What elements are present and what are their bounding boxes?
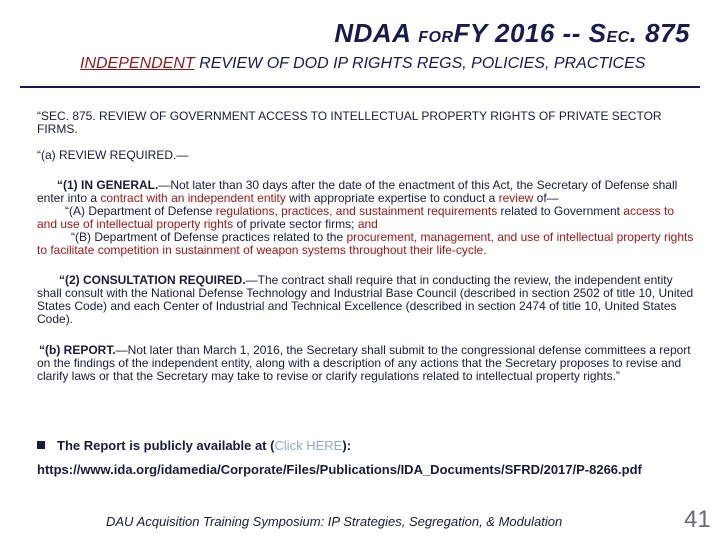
paragraph-1-red-a: contract with an independent entity [100, 191, 286, 205]
paragraph-A [37, 205, 697, 231]
paragraph-2-text: —The contract shall require that in conducting the review, the independent entity shall consult with the National Defense Technology and Industrial Base Council (described in section 2502 of title 10, United States Code) and each Center of Industrial and Technical Excellence (described in section 2474 of title 10, United States Code). [37, 273, 694, 326]
paragraph-1-text-c: of— [533, 191, 559, 205]
paragraph-B [37, 231, 697, 257]
subsection-b-lead: “(b) REPORT. [39, 343, 116, 357]
paragraph-1-lead: “(1) IN GENERAL. [57, 178, 159, 192]
paragraph-B-text-a: “(B) Department of Defense practices related to the [71, 230, 347, 244]
paragraph-1-text-a: —Not later than 30 days after the date of the enactment of this Act, the Secretary of Defense shall enter into a [37, 178, 678, 205]
title-part3: . 875 [629, 18, 690, 48]
subtitle-rest: REVIEW OF DOD IP RIGHTS REGS, POLICIES, PRACTICES [194, 55, 646, 72]
paragraph-A-text-a: “(A) Department of Defense [65, 204, 216, 218]
title-part1: NDAA [334, 18, 419, 48]
paragraph-A-text-c: of private sector firms; [233, 217, 358, 231]
slide-subtitle [80, 55, 645, 73]
page-number: 41 [684, 506, 711, 533]
bullet-square-icon [37, 441, 45, 449]
title-part2: FY 2016 -- S [453, 18, 607, 48]
subsection-b-text: —Not later than March 1, 2016, the Secretary shall submit to the congressional defense committees a report on the findings of the independent entity, along with a description of any actions that the Secretary proposes to revise and clarify laws or that the Secretary may take to revise or clarify regulations related to intellectual property rights.” [37, 343, 691, 383]
paragraph-B-red: procurement, management, and use of intellectual property rights to facilitate competition in sustainment of weapon systems throughout their life-cycle [37, 230, 694, 257]
paragraph-2-lead: “(2) CONSULTATION REQUIRED. [59, 273, 246, 287]
paragraph-1-text-b: with appropriate expertise to conduct a [285, 191, 499, 205]
subsection-b [37, 344, 697, 383]
paragraph-A-red-a: regulations, practices, and sustainment requirements [215, 204, 498, 218]
statute-text [37, 110, 697, 383]
bullet-text: The Report is publicly available at ( [57, 438, 275, 453]
footer-text: DAU Acquisition Training Symposium: IP Strategies, Segregation, & Modulation [106, 514, 563, 529]
report-url[interactable]: https://www.ida.org/idamedia/Corporate/Files/Publications/IDA_Documents/SFRD/2017/P-8266.pdf [37, 462, 642, 477]
slide-title [0, 18, 690, 49]
bullet-end: ): [342, 438, 352, 453]
paragraph-A-text-b: related to Government [497, 204, 624, 218]
title-ec: EC [606, 29, 630, 46]
title-divider [20, 86, 700, 88]
paragraph-A-red-b: access to and use of intellectual property rights [37, 204, 674, 231]
paragraph-2 [37, 274, 697, 326]
report-bullet [37, 438, 351, 453]
title-for: FOR [418, 29, 454, 46]
subtitle-independent: INDEPENDENT [80, 55, 195, 72]
paragraph-B-end: . [483, 243, 487, 257]
section-intro: “SEC. 875. REVIEW OF GOVERNMENT ACCESS TO INTELLECTUAL PROPERTY RIGHTS OF PRIVATE SECTOR FIRMS. [37, 109, 662, 136]
paragraph-A-and: and [357, 217, 378, 231]
subsection-a-heading: “(a) REVIEW REQUIRED.— [37, 148, 189, 162]
paragraph-1-red-b: review [498, 191, 534, 205]
paragraph-1 [37, 179, 697, 205]
click-here-link[interactable]: Click HERE [274, 438, 343, 453]
